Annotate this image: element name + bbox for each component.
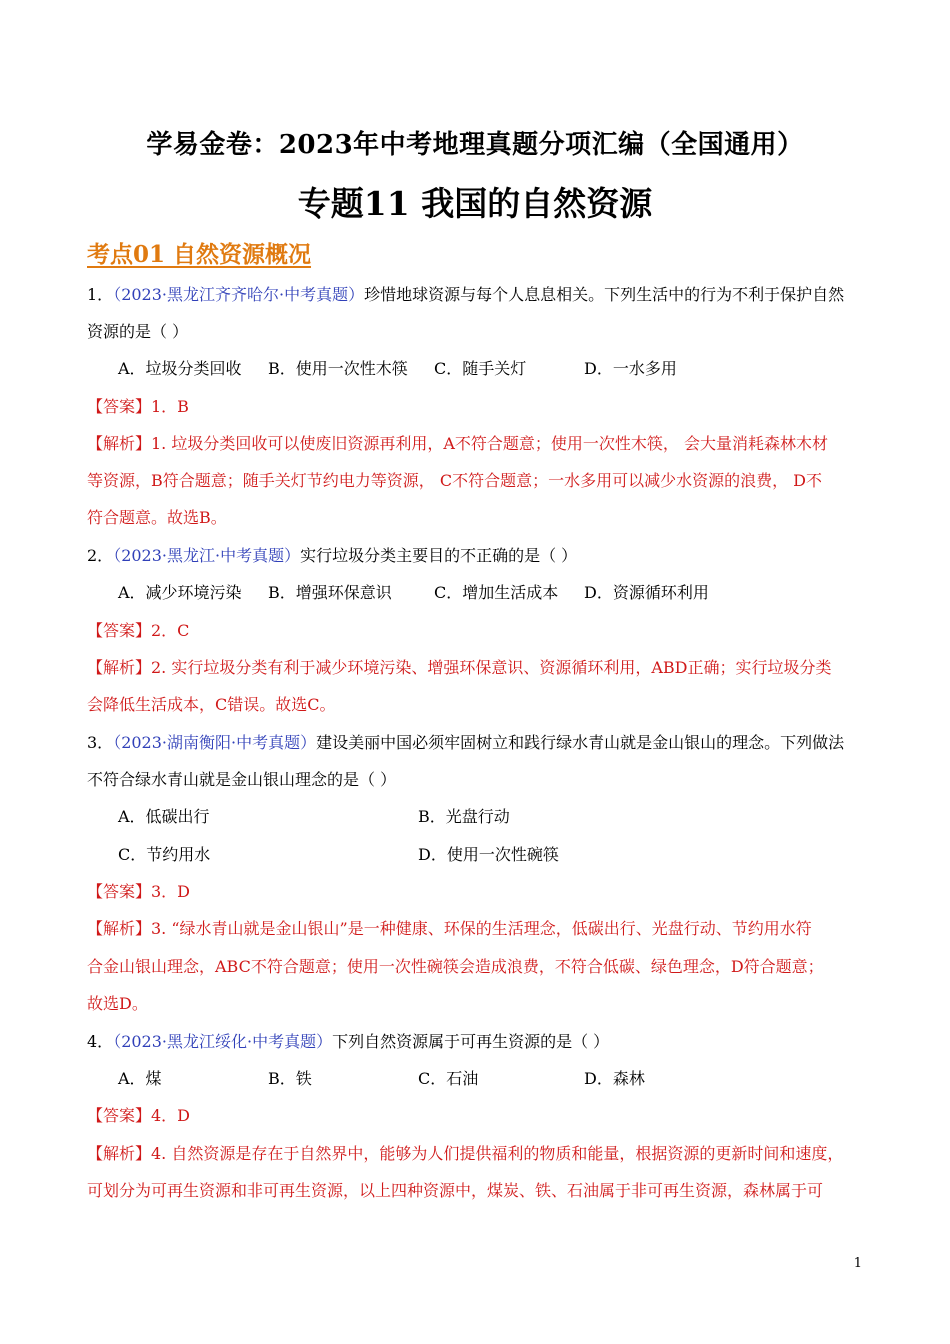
question-number: 1． bbox=[87, 285, 114, 304]
question-1-option-d: D．一水多用 bbox=[584, 359, 677, 378]
question-1-answer: 【答案】1．B bbox=[87, 397, 189, 416]
question-1-analysis-line: 符合题意。故选B。 bbox=[87, 508, 227, 527]
question-4-option-b: B．铁 bbox=[268, 1069, 312, 1088]
question-4-analysis-line: 【解析】4. 自然资源是存在于自然界中，能够为人们提供福利的物质和能量，根据资源的更新时间和速度， bbox=[87, 1144, 844, 1163]
question-4-stem bbox=[87, 1031, 867, 1053]
question-text: 建设美丽中国必须牢固树立和践行绿水青山就是金山银山的理念。下列做法 bbox=[316, 733, 845, 752]
question-2-stem bbox=[87, 545, 867, 567]
question-2-answer: 【答案】2．C bbox=[87, 621, 190, 640]
question-number: 3． bbox=[87, 733, 114, 752]
question-3-stem-cont: 不符合绿水青山就是金山银山理念的是（ ） bbox=[87, 770, 397, 789]
question-source: （2023·黑龙江绥化·中考真题） bbox=[113, 1032, 333, 1051]
question-3-option-d: D．使用一次性碗筷 bbox=[418, 845, 559, 864]
question-2-analysis-line: 会降低生活成本，C错误。故选C。 bbox=[87, 695, 336, 714]
question-4-answer: 【答案】4．D bbox=[87, 1106, 191, 1125]
question-3-option-a: A．低碳出行 bbox=[118, 807, 210, 826]
question-4-analysis-line: 可划分为可再生资源和非可再生资源，以上四种资源中，煤炭、铁、石油属于非可再生资源，森林属于可 bbox=[87, 1181, 824, 1200]
question-1-analysis-line: 等资源，B符合题意；随手关灯节约电力等资源， C不符合题意；一水多用可以减少水资源的浪费， D不 bbox=[87, 471, 823, 490]
question-number: 4． bbox=[87, 1032, 114, 1051]
question-3-analysis-line: 故选D。 bbox=[87, 994, 148, 1013]
question-3-stem bbox=[87, 732, 867, 754]
question-text: 珍惜地球资源与每个人息息相关。下列生活中的行为不利于保护自然 bbox=[364, 285, 845, 304]
question-4-option-a: A．煤 bbox=[118, 1069, 162, 1088]
document-subtitle: 专题11 我国的自然资源 bbox=[297, 184, 653, 223]
question-2-analysis-line: 【解析】2. 实行垃圾分类有利于减少环境污染、增强环保意识、资源循环利用，ABD正确；实行垃圾分类 bbox=[87, 658, 832, 677]
page-number: 1 bbox=[853, 1256, 862, 1271]
question-2-option-b: B．增强环保意识 bbox=[268, 583, 392, 602]
question-1-option-a: A．垃圾分类回收 bbox=[118, 359, 242, 378]
question-source: （2023·湖南衡阳·中考真题） bbox=[113, 733, 317, 752]
question-text: 实行垃圾分类主要目的不正确的是（ ） bbox=[300, 546, 578, 565]
document-title: 学易金卷：2023年中考地理真题分项汇编（全国通用） bbox=[146, 130, 804, 160]
question-2-option-d: D．资源循环利用 bbox=[584, 583, 709, 602]
question-1-stem bbox=[87, 284, 867, 306]
question-3-option-c: C．节约用水 bbox=[118, 845, 211, 864]
question-2-option-c: C．增加生活成本 bbox=[434, 583, 559, 602]
section-heading: 考点01 自然资源概况 bbox=[87, 241, 312, 268]
question-4-option-c: C．石油 bbox=[418, 1069, 479, 1088]
question-number: 2． bbox=[87, 546, 114, 565]
question-1-option-c: C．随手关灯 bbox=[434, 359, 527, 378]
question-3-analysis-line: 【解析】3. “绿水青山就是金山银山”是一种健康、环保的生活理念，低碳出行、光盘行动、节约用水符 bbox=[87, 919, 812, 938]
question-3-analysis-line: 合金山银山理念，ABC不符合题意；使用一次性碗筷会造成浪费，不符合低碳、绿色理念，D符合题意； bbox=[87, 957, 824, 976]
question-4-option-d: D．森林 bbox=[584, 1069, 645, 1088]
question-text: 下列自然资源属于可再生资源的是（ ） bbox=[332, 1032, 610, 1051]
question-1-option-b: B．使用一次性木筷 bbox=[268, 359, 408, 378]
question-1-analysis-line: 【解析】1. 垃圾分类回收可以使废旧资源再利用，A不符合题意；使用一次性木筷， 会大量消耗森林木材 bbox=[87, 434, 828, 453]
question-source: （2023·黑龙江·中考真题） bbox=[113, 546, 301, 565]
question-3-answer: 【答案】3．D bbox=[87, 882, 191, 901]
question-3-option-b: B．光盘行动 bbox=[418, 807, 510, 826]
question-1-stem-cont: 资源的是（ ） bbox=[87, 322, 189, 341]
question-source: （2023·黑龙江齐齐哈尔·中考真题） bbox=[113, 285, 365, 304]
question-2-option-a: A．减少环境污染 bbox=[118, 583, 242, 602]
